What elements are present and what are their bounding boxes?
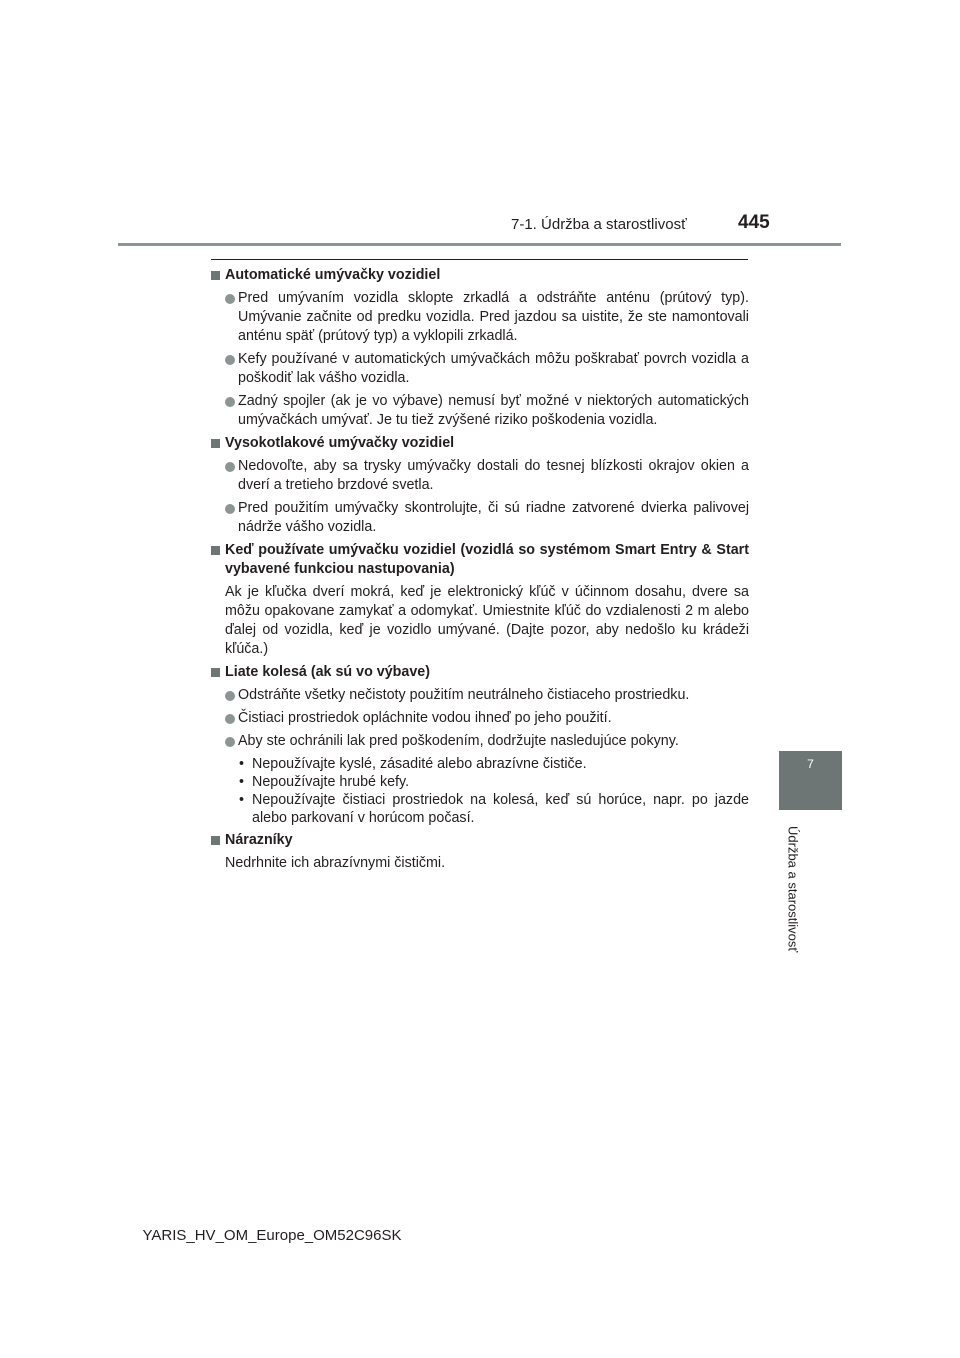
page-number: 445 bbox=[738, 212, 770, 233]
section-paragraph: Ak je kľučka dverí mokrá, keď je elektronický kľúč v účinnom dosahu, dvere sa môžu opakovane zamykať a odomykať. Umiestnite kľúč do vzdialenosti 2 m alebo ďalej od vozidla, keď je vozidlo umývané. (Dajte pozor, aby nedošlo ku krádeži kľúča.) bbox=[225, 584, 749, 657]
circle-bullet-icon bbox=[225, 397, 235, 407]
section-heading: Automatické umývačky vozidiel bbox=[211, 266, 749, 285]
section-heading: Vysokotlakové umývačky vozidiel bbox=[211, 434, 749, 453]
circle-bullet-icon bbox=[225, 504, 235, 514]
square-bullet-icon bbox=[211, 271, 220, 280]
section-heading: Keď používate umývačku vozidiel (vozidlá so systémom Smart Entry & Start vybavené funkciou nastupovania) bbox=[211, 541, 749, 579]
footer bbox=[0, 1227, 960, 1244]
dot-bullet-icon: • bbox=[239, 774, 245, 790]
section-heading: Nárazníky bbox=[211, 831, 749, 850]
list-item: Pred umývaním vozidla sklopte zrkadlá a odstráňte anténu (prútový typ). Umývanie začnite od predku vozidla. Pred jazdou sa uistite, že ste namontovali anténu späť (prútový typ) a vyklopili zrkadlá. bbox=[211, 289, 749, 346]
sub-list bbox=[211, 755, 749, 827]
circle-bullet-icon bbox=[225, 294, 235, 304]
footer-document-code: YARIS_HV_OM_Europe_OM52C96SK bbox=[142, 1227, 402, 1244]
dot-bullet-icon: • bbox=[239, 756, 245, 772]
section-paragraph: Nedrhnite ich abrazívnymi čističmi. bbox=[225, 855, 446, 871]
list-item: Aby ste ochránili lak pred poškodením, dodržujte nasledujúce pokyny. bbox=[211, 732, 749, 751]
list-item: Čistiaci prostriedok opláchnite vodou ihneď po jeho použití. bbox=[211, 709, 749, 728]
list-item: Kefy používané v automatických umývačkách môžu poškrabať povrch vozidla a poškodiť lak vášho vozidla. bbox=[211, 350, 749, 388]
list-item: Pred použitím umývačky skontrolujte, či sú riadne zatvorené dvierka palivovej nádrže vášho vozidla. bbox=[211, 499, 749, 537]
chapter-tab bbox=[779, 751, 842, 810]
circle-bullet-icon bbox=[225, 714, 235, 724]
header-rule bbox=[118, 243, 841, 246]
chapter-side-label bbox=[779, 814, 807, 964]
circle-bullet-icon bbox=[225, 691, 235, 701]
header-section-title: 7-1. Údržba a starostlivosť bbox=[511, 216, 687, 233]
list-item: Odstráňte všetky nečistoty použitím neutrálneho čistiaceho prostriedku. bbox=[211, 686, 749, 705]
sub-list-item: • Nepoužívajte čistiaci prostriedok na kolesá, keď sú horúce, napr. po jazde alebo parkovaní v horúcom počasí. bbox=[239, 792, 749, 826]
circle-bullet-icon bbox=[225, 355, 235, 365]
list-item: Zadný spojler (ak je vo výbave) nemusí byť možné v niektorých automatických umývačkách umývať. Je tu tiež zvýšené riziko poškodenia vozidla. bbox=[211, 392, 749, 430]
circle-bullet-icon bbox=[225, 737, 235, 747]
square-bullet-icon bbox=[211, 836, 220, 845]
square-bullet-icon bbox=[211, 668, 220, 677]
circle-bullet-icon bbox=[225, 462, 235, 472]
sub-list-item: • Nepoužívajte kyslé, zásadité alebo abrazívne čističe. bbox=[239, 756, 587, 772]
chapter-number: 7 bbox=[807, 757, 814, 771]
list-item: Nedovoľte, aby sa trysky umývačky dostali do tesnej blízkosti okrajov okien a dverí a tretieho brzdové svetla. bbox=[211, 457, 749, 495]
content-top-rule bbox=[211, 259, 748, 260]
content-body bbox=[211, 266, 749, 877]
chapter-side-label-text: Údržba a starostlivosť bbox=[785, 825, 801, 953]
section-heading: Liate kolesá (ak sú vo výbave) bbox=[211, 663, 749, 682]
square-bullet-icon bbox=[211, 546, 220, 555]
square-bullet-icon bbox=[211, 439, 220, 448]
dot-bullet-icon: • bbox=[239, 792, 245, 808]
sub-list-item: • Nepoužívajte hrubé kefy. bbox=[239, 774, 410, 790]
